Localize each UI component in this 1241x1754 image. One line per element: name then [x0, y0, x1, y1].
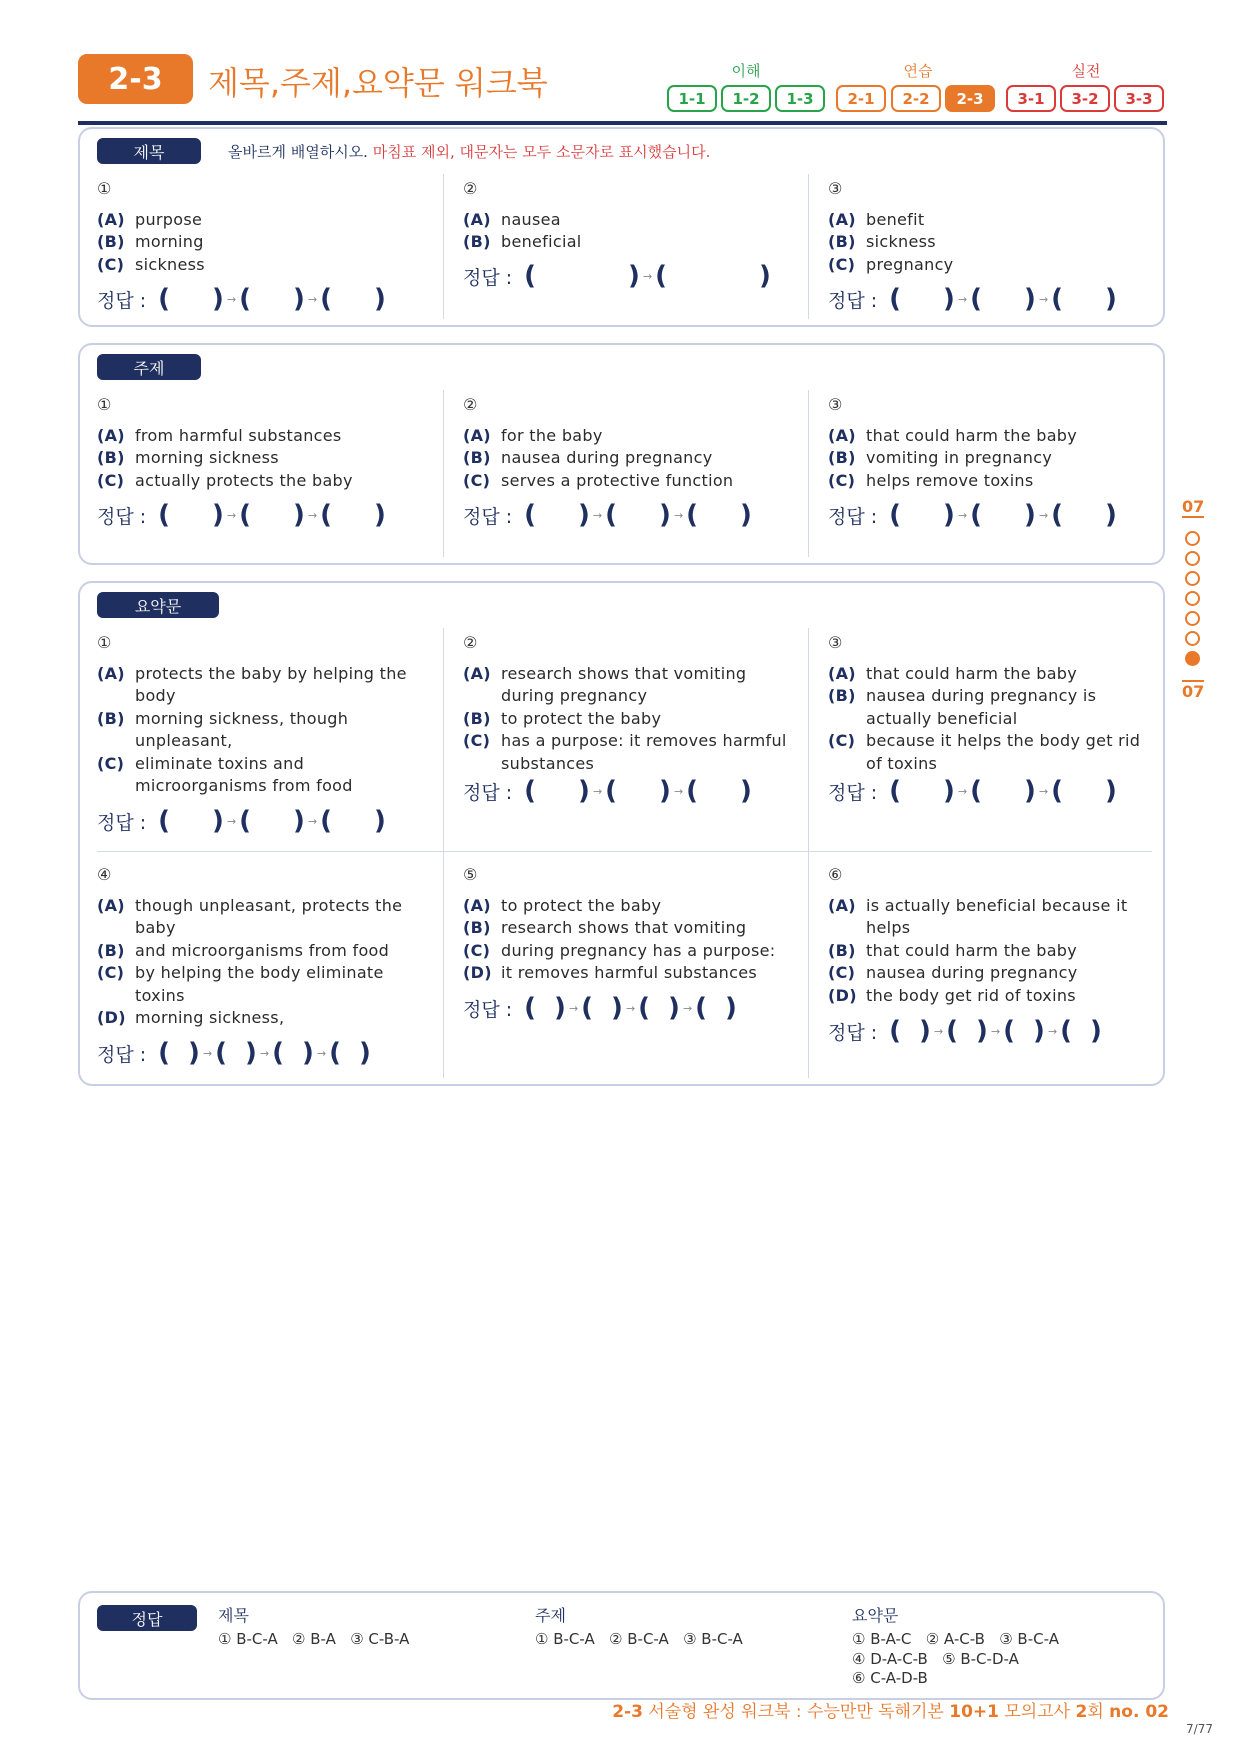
- column-divider: [808, 628, 809, 1078]
- answer-key-topic: [535, 1603, 743, 1650]
- chip-1-2[interactable]: 1-2: [721, 85, 771, 112]
- option-label: (C): [828, 963, 856, 982]
- option-label: (A): [828, 425, 856, 445]
- option-text: that could harm the baby: [866, 663, 1078, 683]
- item-number: ①: [97, 395, 112, 414]
- option-label: (C): [97, 470, 125, 490]
- option-label: (B): [828, 448, 856, 467]
- title-item-1: [97, 178, 427, 276]
- option-label: (B): [828, 940, 856, 960]
- footer-text: 서술형 완성 워크북 :: [648, 1702, 802, 1722]
- item-number: ⑥: [828, 865, 843, 884]
- option-label: (B): [828, 686, 856, 705]
- option-text: protects the baby by helping the body: [135, 663, 407, 705]
- section-tag-summary: 요약문: [97, 592, 219, 618]
- option-label: (B): [97, 448, 125, 467]
- answer-row[interactable]: 정답 : ( ) → ( ) → ( ): [828, 284, 1117, 314]
- option-text: morning: [135, 232, 204, 251]
- option-label: (B): [97, 708, 125, 728]
- summary-section: [78, 581, 1165, 1086]
- summary-item-1: [97, 632, 427, 798]
- option-label: (C): [828, 470, 856, 490]
- option-text: sickness: [866, 232, 936, 251]
- option-text: nausea during pregnancy is actually beneficial: [866, 686, 1097, 728]
- option-label: (B): [463, 708, 491, 728]
- answer-row[interactable]: 정답 : ( ) → ( ) → ( ): [828, 500, 1117, 530]
- chip-1-3[interactable]: 1-3: [775, 85, 825, 112]
- footer-caption: [612, 1697, 1169, 1722]
- column-divider: [808, 390, 809, 557]
- page-dot[interactable]: [1185, 551, 1200, 566]
- answer-key-title: [218, 1603, 409, 1650]
- option-label: (D): [828, 985, 857, 1005]
- answer-key-summary-line: ④ D-A-C-B ⑤ B-C-D-A: [852, 1649, 1019, 1668]
- column-divider: [808, 174, 809, 319]
- summary-item-6: [828, 864, 1158, 1007]
- footer-code: 2-3: [612, 1702, 643, 1722]
- option-text: pregnancy: [866, 254, 954, 274]
- option-text: is actually beneficial because it helps: [866, 895, 1128, 937]
- option-label: (A): [828, 209, 856, 229]
- option-label: (A): [97, 663, 125, 683]
- answer-row[interactable]: 정답 : ( ) → ( ): [463, 261, 771, 291]
- answer-label: 정답 :: [97, 1043, 147, 1066]
- option-text: during pregnancy has a purpose:: [501, 940, 776, 960]
- option-label: (B): [97, 940, 125, 960]
- option-text: morning sickness, though unpleasant,: [135, 708, 349, 750]
- option-label: (B): [463, 918, 491, 937]
- answer-label: 정답 :: [828, 505, 878, 528]
- option-label: (A): [463, 425, 491, 445]
- page-dot[interactable]: [1185, 571, 1200, 586]
- instruction: [228, 141, 710, 162]
- option-text: purpose: [135, 209, 203, 229]
- option-text: morning sickness: [135, 448, 279, 467]
- option-label: (C): [97, 753, 125, 773]
- option-text: eliminate toxins and microorganisms from food: [135, 753, 353, 795]
- section-tag-topic: 주제: [97, 354, 201, 380]
- answer-label: 정답 :: [828, 781, 878, 804]
- page-number: 7/77: [1186, 1722, 1213, 1736]
- answer-row[interactable]: 정답 : ( ) → ( ) → ( ) → ( ): [97, 1038, 371, 1068]
- option-label: (B): [463, 448, 491, 467]
- answer-key-tag: 정답: [97, 1605, 197, 1631]
- instruction-main: 올바르게 배열하시오.: [228, 143, 368, 161]
- option-text: research shows that vomiting: [501, 918, 747, 937]
- page-dot[interactable]: [1185, 591, 1200, 606]
- option-label: (C): [828, 731, 856, 750]
- summary-item-5: [463, 864, 793, 985]
- lesson-badge: 2-3: [78, 54, 193, 104]
- option-label: (D): [463, 963, 492, 982]
- option-label: (A): [97, 895, 125, 915]
- chip-2-1[interactable]: 2-1: [836, 85, 886, 112]
- row-divider: [97, 851, 1152, 852]
- footer-text: 수능만만 독해기본: [807, 1702, 944, 1722]
- answer-row[interactable]: 정답 : ( ) → ( ) → ( ): [463, 776, 752, 806]
- option-text: beneficial: [501, 232, 582, 251]
- answer-key-topic-values: ① B-C-A ② B-C-A ③ B-C-A: [535, 1630, 743, 1648]
- item-number: ①: [97, 633, 112, 652]
- option-label: (A): [463, 895, 491, 915]
- option-text: it removes harmful substances: [501, 963, 757, 982]
- answer-key-summary: [852, 1603, 1059, 1689]
- item-number: ②: [463, 179, 478, 198]
- option-text: to protect the baby: [501, 895, 662, 915]
- answer-label: 정답 :: [97, 811, 147, 834]
- chip-2-3-active[interactable]: 2-3: [945, 85, 995, 112]
- footer-bold: 10+1: [949, 1702, 999, 1722]
- page-dot[interactable]: [1185, 531, 1200, 546]
- page-dot-active[interactable]: [1185, 651, 1200, 666]
- group-label-real: 실전: [1071, 62, 1101, 80]
- summary-item-2: [463, 632, 793, 775]
- section-tag-title: 제목: [97, 138, 201, 164]
- title-item-2: [463, 178, 793, 254]
- option-text: the body get rid of toxins: [866, 985, 1076, 1005]
- option-text: benefit: [866, 209, 925, 229]
- option-label: (C): [463, 470, 491, 490]
- topic-item-2: [463, 394, 793, 492]
- answer-label: 정답 :: [463, 998, 513, 1021]
- option-text: that could harm the baby: [866, 425, 1078, 445]
- item-number: ④: [97, 865, 112, 884]
- option-text: morning sickness,: [135, 1008, 285, 1027]
- option-label: (A): [97, 425, 125, 445]
- answer-key-summary-line: ⑥ C-A-D-B: [852, 1669, 928, 1687]
- option-text: serves a protective function: [501, 470, 734, 490]
- answer-label: 정답 :: [463, 266, 513, 289]
- item-number: ②: [463, 395, 478, 414]
- chip-1-1[interactable]: 1-1: [667, 85, 717, 112]
- option-text: helps remove toxins: [866, 470, 1034, 490]
- option-label: (B): [828, 232, 856, 251]
- answer-key-section: [78, 1591, 1165, 1700]
- option-label: (B): [97, 232, 125, 251]
- option-text: though unpleasant, protects the baby: [135, 895, 403, 937]
- answer-row[interactable]: 정답 : ( ) → ( ) → ( ): [463, 500, 752, 530]
- footer-text: 회: [1087, 1702, 1104, 1722]
- page-title: 제목,주제,요약문 워크북: [208, 64, 548, 102]
- answer-key-summary-line: ① B-A-C ② A-C-B ③ B-C-A: [852, 1630, 1059, 1648]
- answer-row[interactable]: 정답 : ( ) → ( ) → ( ): [97, 284, 386, 314]
- option-text: sickness: [135, 254, 205, 274]
- topic-section: [78, 343, 1165, 565]
- item-number: ⑤: [463, 865, 478, 884]
- answer-label: 정답 :: [97, 289, 147, 312]
- column-divider: [443, 390, 444, 557]
- option-label: (A): [828, 663, 856, 683]
- option-text: by helping the body eliminate toxins: [135, 963, 384, 1005]
- option-label: (C): [828, 254, 856, 274]
- chip-3-3[interactable]: 3-3: [1114, 85, 1164, 112]
- summary-item-4: [97, 864, 427, 1030]
- option-text: because it helps the body get rid of toxins: [866, 731, 1141, 773]
- item-number: ①: [97, 179, 112, 198]
- topic-item-3: [828, 394, 1158, 492]
- option-text: actually protects the baby: [135, 470, 353, 490]
- option-text: nausea during pregnancy: [866, 963, 1078, 982]
- option-label: (B): [463, 232, 491, 251]
- answer-label: 정답 :: [97, 505, 147, 528]
- chip-2-2[interactable]: 2-2: [891, 85, 941, 112]
- answer-label: 정답 :: [463, 781, 513, 804]
- topic-item-1: [97, 394, 427, 492]
- answer-key-title-values: ① B-C-A ② B-A ③ C-B-A: [218, 1630, 410, 1648]
- footer-bold: no. 02: [1109, 1702, 1169, 1722]
- option-label: (C): [463, 731, 491, 750]
- answer-label: 정답 :: [828, 1021, 878, 1044]
- answer-row[interactable]: 정답 : ( ) → ( ) → ( ) → ( ): [828, 1016, 1102, 1046]
- option-label: (A): [463, 209, 491, 229]
- header-rule: [78, 121, 1167, 125]
- group-label-practice: 연습: [903, 62, 933, 80]
- option-label: (C): [463, 940, 491, 960]
- option-label: (D): [97, 1008, 126, 1027]
- instruction-note: 마침표 제외, 대문자는 모두 소문자로 표시했습니다.: [372, 143, 711, 161]
- title-item-3: [828, 178, 1158, 276]
- footer-bold: 2: [1075, 1702, 1088, 1722]
- answer-row[interactable]: 정답 : ( ) → ( ) → ( ) → ( ): [463, 993, 737, 1023]
- answer-key-topic-label: 주제: [535, 1606, 566, 1625]
- option-text: research shows that vomiting during pregnancy: [501, 663, 747, 705]
- column-divider: [443, 174, 444, 319]
- answer-row[interactable]: 정답 : ( ) → ( ) → ( ): [97, 806, 386, 836]
- option-text: for the baby: [501, 425, 603, 445]
- option-label: (A): [97, 209, 125, 229]
- option-text: from harmful substances: [135, 425, 342, 445]
- item-number: ③: [828, 395, 843, 414]
- summary-item-3: [828, 632, 1158, 775]
- page-dot[interactable]: [1185, 611, 1200, 626]
- answer-row[interactable]: 정답 : ( ) → ( ) → ( ): [97, 500, 386, 530]
- column-divider: [443, 628, 444, 1078]
- option-text: and microorganisms from food: [135, 940, 390, 960]
- option-label: (C): [97, 254, 125, 274]
- item-number: ③: [828, 179, 843, 198]
- chip-3-1[interactable]: 3-1: [1006, 85, 1056, 112]
- answer-row[interactable]: 정답 : ( ) → ( ) → ( ): [828, 776, 1117, 806]
- option-text: has a purpose: it removes harmful substances: [501, 731, 787, 773]
- side-page-number-bottom: 07: [1182, 682, 1205, 701]
- option-text: nausea during pregnancy: [501, 448, 713, 467]
- option-label: (C): [97, 963, 125, 982]
- answer-key-summary-label: 요약문: [852, 1606, 899, 1625]
- title-section: [78, 127, 1165, 327]
- item-number: ③: [828, 633, 843, 652]
- option-text: that could harm the baby: [866, 940, 1078, 960]
- option-label: (A): [463, 663, 491, 683]
- side-page-number-top: 07: [1182, 497, 1205, 516]
- option-text: to protect the baby: [501, 708, 662, 728]
- option-label: (A): [828, 895, 856, 915]
- answer-key-title-label: 제목: [218, 1606, 249, 1625]
- answer-label: 정답 :: [828, 289, 878, 312]
- chip-3-2[interactable]: 3-2: [1060, 85, 1110, 112]
- footer-text: 모의고사: [1004, 1702, 1071, 1722]
- group-label-understand: 이해: [731, 62, 761, 80]
- answer-label: 정답 :: [463, 505, 513, 528]
- item-number: ②: [463, 633, 478, 652]
- option-text: nausea: [501, 209, 561, 229]
- option-text: vomiting in pregnancy: [866, 448, 1053, 467]
- page-dot[interactable]: [1185, 631, 1200, 646]
